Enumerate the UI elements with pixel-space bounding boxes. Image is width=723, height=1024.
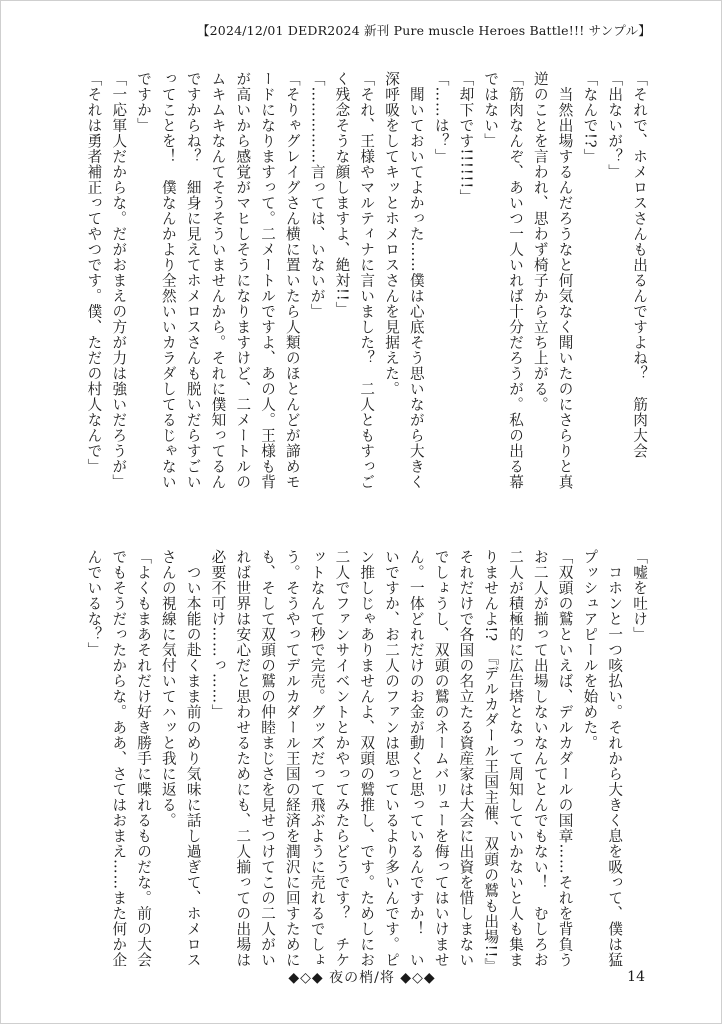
text-line: 「却下です!!!!!!」 xyxy=(457,71,475,205)
text-line: 「出ないが？」 xyxy=(606,71,624,180)
text-line: 二人でファンサイベントとかやってみたらどうです？ チケ xyxy=(333,549,351,968)
text-line: 当然出場するんだろうなと何気なく聞いたのにさらりと真 xyxy=(556,71,574,490)
text-line: 二人が積極的に広告塔となって周知していかないと人も集ま xyxy=(507,549,525,968)
bottom-text-block xyxy=(85,549,651,974)
text-line: さんの視線に気付いてハッと我に返る。 xyxy=(159,549,177,828)
text-line: ん。一体どれだけのお金が動くと思っているんですか！ い xyxy=(407,549,425,968)
text-line: 「なんで!?」 xyxy=(581,71,599,164)
page-number: 14 xyxy=(627,969,645,985)
text-line: でもそうだったからな。ああ、さてはおまえ……また何か企 xyxy=(110,549,128,968)
text-line: 「筋肉なんぞ、あいつ一人いれば十分だろうが。私の出る幕 xyxy=(507,71,525,490)
page-header: 【2024/12/01 DEDR2024 新刊 Pure muscle Heroes Battle!!! サンプル】 xyxy=(196,23,651,38)
text-line: でしょうし、双頭の鷲のネームバリューを侮ってはいけませ xyxy=(432,549,450,968)
text-line: く残念そうな顔しますよ、絶対!!」 xyxy=(333,71,351,318)
top-text-block xyxy=(85,71,651,511)
text-line: 「……………言っては、いないが」 xyxy=(308,71,326,319)
text-line: ってことを！ 僕なんかより全然いいカラダしてるじゃない xyxy=(159,71,177,490)
text-line: それだけで各国の名立たる資産家は大会に出資を惜しまない xyxy=(457,549,475,968)
text-line: ン推しじゃありませんよ、双頭の鷲推し、です。ためしにお xyxy=(358,549,376,968)
text-line: 「一応軍人だからな。だがおまえの方が力は強いだろうが」 xyxy=(110,71,128,490)
text-line: 「そりゃグレイグさん横に置いたら人類のほとんどが諦めモ xyxy=(283,71,301,490)
text-line: う。そうやってデルカダール王国の経済を潤沢に回すために xyxy=(283,549,301,968)
text-line: も、そして双頭の鷲の仲睦まじさを見せつけてこの二人がい xyxy=(259,549,277,968)
text-line: れば世界は安心だと思わせるためにも、二人揃っての出場は xyxy=(234,549,252,968)
text-line: 「双頭の鷲といえば、デルカダールの国章……それを背負う xyxy=(556,549,574,968)
text-line: 「それ、王様やマルティナに言いました？ 二人ともすっご xyxy=(358,71,376,490)
text-line: 深呼吸をしてキッとホメロスさんを見据えた。 xyxy=(383,71,401,397)
text-line: 「それで、ホメロスさんも出るんですよね？ 筋肉大会 xyxy=(631,71,648,459)
text-line: ではない」 xyxy=(482,71,500,149)
text-line: 「それは勇者補正ってやつです。僕、ただの村人なんで」 xyxy=(85,71,103,474)
text-line: 聞いておいてよかった……僕は心底そう思いながら大きく xyxy=(407,71,425,490)
text-line: ットなんて秒で完売。グッズだって飛ぶように売れるでしょ xyxy=(308,549,326,968)
text-line: 「嘘を吐け」 xyxy=(631,549,648,642)
text-line: コホンと一つ咳払い。それから大きく息を吸って、僕は猛 xyxy=(606,549,624,968)
text-line: ムキムキなんてそうそういませんから。それに僕知ってるん xyxy=(209,71,227,490)
text-line: 「よくもまあそれだけ好き勝手に喋れるものだな。前の大会 xyxy=(135,549,153,968)
text-line: 逆のことを言われ、思わず椅子から立ち上がる。 xyxy=(531,71,549,412)
text-line: プッシュアピールを始めた。 xyxy=(581,549,599,751)
text-line: いですか、お二人のファンは思っているより多いんです。ピ xyxy=(383,549,401,968)
text-line: ですからね？ 細身に見えてホメロスさんも脱いだらすごい xyxy=(184,71,202,490)
text-line: つい本能の赴くまま前のめり気味に話し過ぎて、ホメロス xyxy=(184,549,202,968)
footer-title: ◆◇◆ 夜の梢/将 ◆◇◆ xyxy=(288,970,436,986)
text-line: りませんよ!? 『デルカダール王国主催、双頭の鷲も出場!!』 xyxy=(482,549,500,974)
text-line: 必要不可け……っ……」 xyxy=(209,549,227,720)
text-line: ードになりますって。二メートルですよ、あの人。王様も背 xyxy=(259,71,277,490)
text-line: お二人が揃って出場しないなんてとんでもない！ むしろお xyxy=(531,549,549,968)
text-line: 「……は？」 xyxy=(432,71,450,164)
text-line: んでいるな？」 xyxy=(85,549,103,658)
text-line: が高いから感覚がマヒしそうになりますけど、二メートルの xyxy=(234,71,252,490)
text-line: ですか」 xyxy=(135,71,153,133)
